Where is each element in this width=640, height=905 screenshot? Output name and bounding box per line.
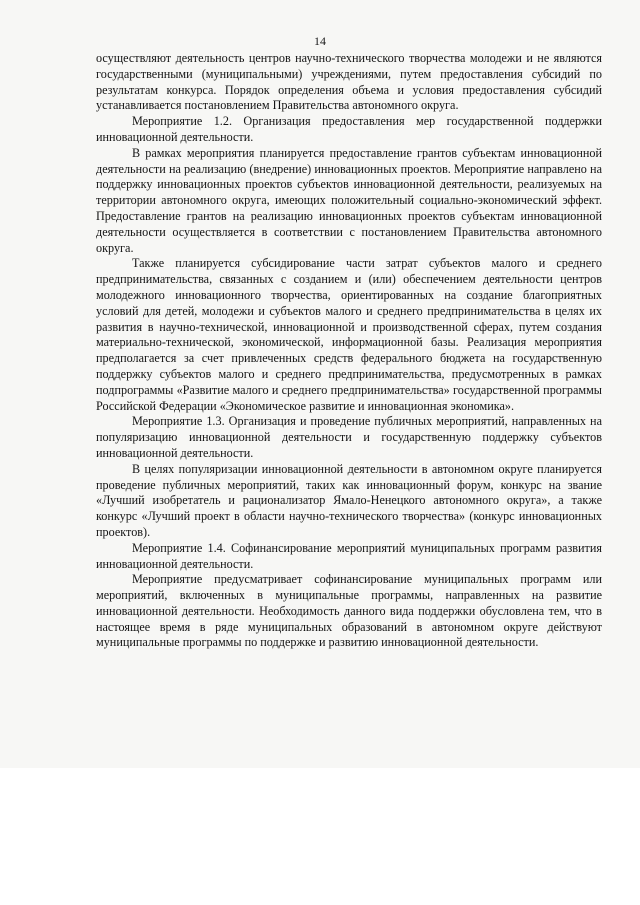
paragraph-4: Также планируется субсидирование части затрат субъектов малого и среднего предпринимательства, связанных с созданием и (или) обеспечением деятельности центров молодежного инновационного творчества, ориентированных на создание благоприятных условий для детей, молодежи и субъектов малого и среднего предпринимательства в целях их развития в научно-технической, инновационной и производственной сферах, путем создания материально-технической, экономической, информационной базы. Реализация мероприятия предполагается за счет привлеченных средств федерального бюджета на государственную поддержку субъектов малого и среднего предпринимательства, предусмотренных в рамках подпрограммы «Развитие малого и среднего предпринимательства» государственной программы Российской Федерации «Экономическое развитие и инновационная экономика». (96, 256, 602, 413)
paragraph-7: Мероприятие 1.4. Софинансирование мероприятий муниципальных программ развития инновационной деятельности. (96, 540, 602, 571)
page-number: 14 (314, 34, 326, 48)
document-body (96, 51, 602, 651)
blank-margin (0, 768, 640, 905)
paragraph-8: Мероприятие предусматривает софинансирование муниципальных программ или мероприятий, включенных в муниципальные программы, направленных на развитие инновационной деятельности. Необходимость данного вида поддержки обусловлена тем, что в настоящее время в ряде муниципальных образований в автономном округе действуют муниципальные программы по поддержке и развитию инновационной деятельности. (96, 572, 602, 650)
paragraph-3: В рамках мероприятия планируется предоставление грантов субъектам инновационной деятельности на реализацию (внедрение) инновационных проектов. Мероприятие направлено на поддержку инновационных проектов субъектов инновационной деятельности, реализуемых на территории автономного округа, имеющих положительный социально-экономический эффект. Предоставление грантов на реализацию инновационных проектов субъектам инновационной деятельности осуществляется в соответствии с постановлением Правительства автономного округа. (96, 145, 602, 255)
paragraph-6: В целях популяризации инновационной деятельности в автономном округе планируется проведение публичных мероприятий, таких как инновационный форум, конкурс на звание «Лучший изобретатель и рационализатор Ямало-Ненецкого автономного округа», а также конкурс «Лучший проект в области научно-технического творчества» (конкурс инновационных проектов). (96, 461, 602, 539)
paragraph-1: осуществляют деятельность центров научно-технического творчества молодежи и не являются государственными (муниципальными) учреждениями, путем предоставления субсидий по результатам конкурса. Порядок определения объема и условия предоставления субсидий устанавливается постановлением Правительства автономного округа. (96, 51, 602, 113)
paragraph-2: Мероприятие 1.2. Организация предоставления мер государственной поддержки инновационной деятельности. (96, 114, 602, 144)
paragraph-5: Мероприятие 1.3. Организация и проведение публичных мероприятий, направленных на популяризацию инновационной деятельности и государственную поддержку субъектов инновационной деятельности. (96, 414, 602, 460)
